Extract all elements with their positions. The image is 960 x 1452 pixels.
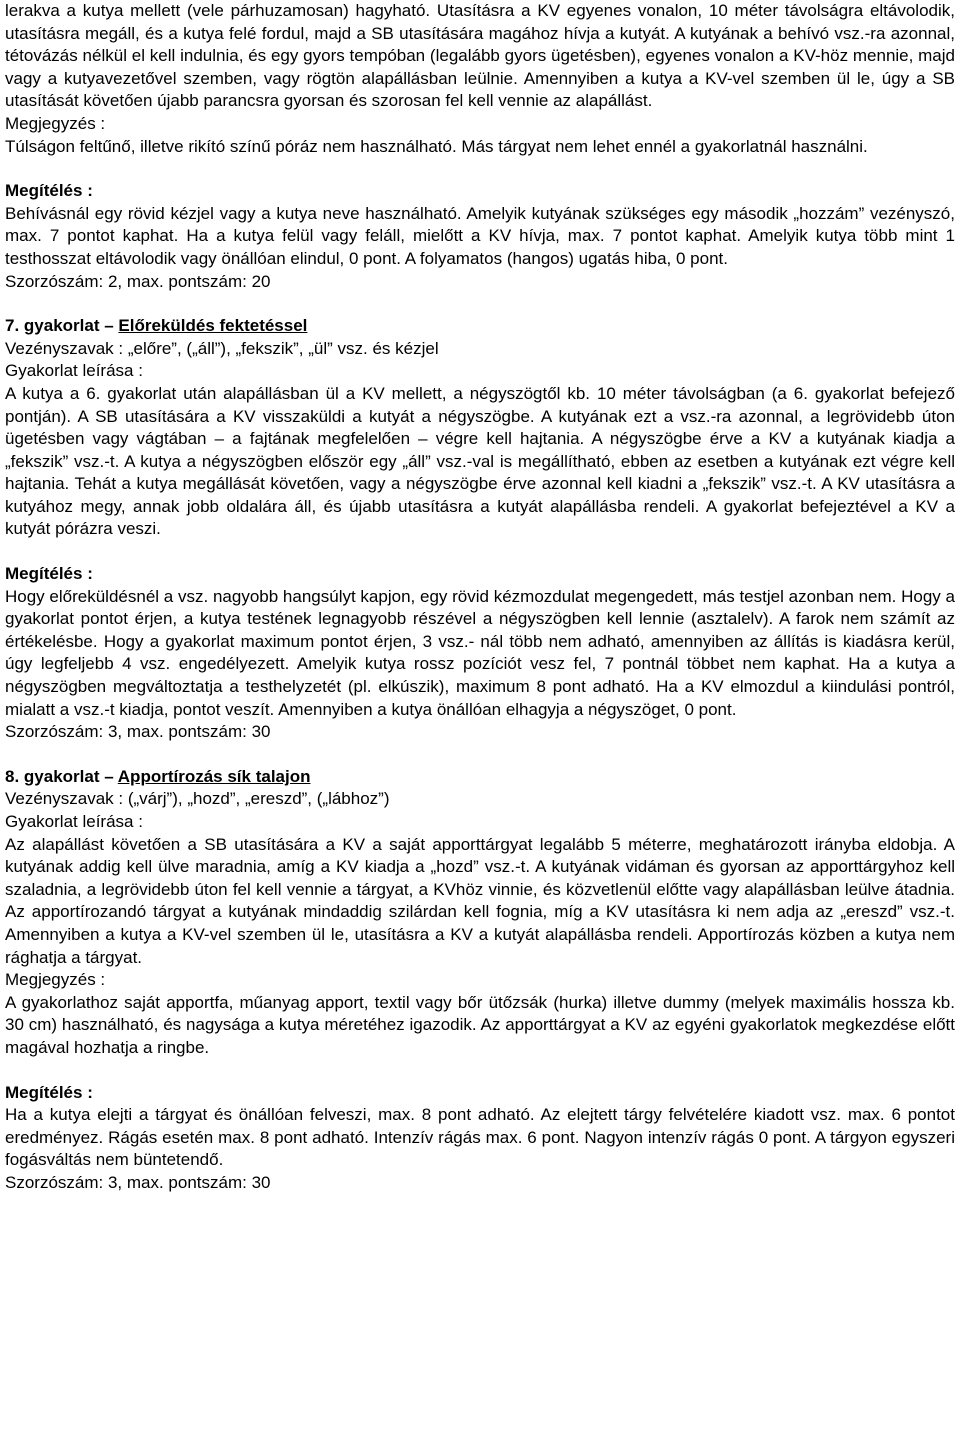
assessment-text: Behívásnál egy rövid kézjel vagy a kutya neve használható. Amelyik kutyának szükséges egy második „hozzám” vezényszó, max. 7 pontot kaphat. Ha a kutya felül vagy feláll, mielőtt a KV hívja, max. 7 pontot kaphat. Amelyik kutya több mint 1 testhosszat eltávolodik vagy önállóan elindul, 0 pont. A folyamatos (hangos) ugatás hiba, 0 pont. [5, 203, 955, 268]
exercise-number: 8. gyakorlat [5, 766, 100, 786]
note-label: Megjegyzés : [5, 970, 106, 990]
note-text: Túlságon feltűnő, illetve rikító színű póráz nem használható. Más tárgyat nem lehet ennél a gyakorlatnál használni. [5, 136, 868, 156]
section-gap [5, 1060, 955, 1082]
exercise-dash: – [99, 766, 118, 786]
section-gap [5, 293, 955, 315]
exercise-title: Apportírozás sík talajon [117, 766, 311, 786]
score-line: Szorzószám: 3, max. pontszám: 30 [5, 722, 271, 742]
score-line: Szorzószám: 2, max. pontszám: 20 [5, 271, 271, 291]
intro-paragraph: lerakva a kutya mellett (vele párhuzamosan) hagyható. Utasításra a KV egyenes vonalon, 10 méter távolságra eltávolodik, utasításra megáll, és a kutya felé fordul, majd a SB utasítására magához hívja a kutyát. A kutyának a behívó vsz.-ra azonnal, tétovázás nélkül el kell indulnia, és egy gyors tempóban (legalább gyors ügetésben), egyenes vonalon a KV-höz mennie, majd vagy a kutyavezetővel szemben, vagy rögtön alapállásban leülnie. Amennyiben a kutya a KV-vel szemben ül le, úgy a SB utasítását követően újabb parancsra gyorsan és szorosan fel kell vennie az alapállást. [5, 1, 955, 111]
assessment-heading: Megítélés : [5, 181, 93, 201]
description-text: Az alapállást követően a SB utasítására a KV a saját apporttárgyat legalább 5 méterre, meghatározott irányba eldobja. A kutyának addig kell ülve maradnia, amíg a KV kiadja a „hozd” vsz.-t. A kutyának vidáman és gyorsan az apporttárgyhoz kell szaladnia, a legrövidebb úton fel kell vennie a tárgyat, a KVhöz vinnie, és közvetlenül előtte vagy alapállásban leülve átadnia. Az apportírozandó tárgyat a kutyának mindaddig szilárdan kell fognia, míg a KV utasításra ki nem adja az „ereszd” vsz.-t. Amennyiben a kutya a KV-vel szemben ül le, utasításra a KV a kutyát alapállásba rendeli. Apportírozás közben a kutya nem rághatja a tárgyat. [5, 834, 955, 967]
commands-line: Vezényszavak : („várj”), „hozd”, „ereszd”, („lábhoz”) [5, 789, 390, 809]
exercise-heading [5, 315, 955, 338]
description-label: Gyakorlat leírása : [5, 812, 143, 831]
section-gap [5, 541, 955, 563]
assessment-heading: Megítélés : [5, 1082, 93, 1102]
description-text: A kutya a 6. gyakorlat után alapállásban ül a KV mellett, a négyszögtől kb. 10 méter távolságban (a 6. gyakorlat befejező pontján). A SB utasítására a KV visszaküldi a kutyát a négyszögbe. A kutyának ezt a vsz.-ra azonnal, a legrövidebb úton ügetésben vagy vágtában – a fajtának megfelelően – végre kell hajtania. A négyszögbe érve a KV a kutyának kiadja a „fekszik” vsz.-t. A kutya a négyszögben először egy „áll” vsz.-val is megállítható, ebben az esetben a kutyának ezt végre kell hajtania. Tehát a kutya megállását követően, vagy a négyszögbe érve azonnal kell kiadni a „fekszik” vsz.-t. A KV utasításra a kutyához megy, annak jobb oldalára áll, és újabb utasításra a kutyát alapállásba rendeli. A gyakorlat befejeztével a KV a kutyát pórázra veszi. [5, 383, 955, 539]
note-label: Megjegyzés : [5, 113, 106, 133]
exercise-number: 7. gyakorlat [5, 316, 100, 336]
note-text: A gyakorlathoz saját apportfa, műanyag apport, textil vagy bőr ütőzsák (hurka) illetve dummy (melyek maximális hossza kb. 30 cm) használható, és nagysága a kutya méretéhez igazodik. Az apporttárgyat a KV az egyéni gyakorlatok megkezdése előtt magával hozhatja a ringbe. [5, 992, 955, 1057]
assessment-text: Ha a kutya elejti a tárgyat és önállóan felveszi, max. 8 pont adható. Az elejtett tárgy felvételére kiadott vsz. max. 6 pontot eredményez. Rágás esetén max. 8 pont adható. Intenzív rágás max. 6 pont. Nagyon intenzív rágás 0 pont. A tárgyon egyszeri fogásváltás nem büntetendő. [5, 1105, 955, 1170]
section-gap [5, 158, 955, 180]
score-line: Szorzószám: 3, max. pontszám: 30 [5, 1172, 271, 1192]
assessment-text: Hogy előreküldésnél a vsz. nagyobb hangsúlyt kapjon, egy rövid kézmozdulat megengedett, más testjel azonban nem. Hogy a gyakorlat pontot érjen, a kutya testének legnagyobb részével a négyszögben kell lennie (asztalelv). A farok nem számít az értékelésbe. Hogy a gyakorlat maximum pontot érjen, 3 vsz.- nál több nem adható, amennyiben az állítás is kiadásra kerül, úgy legfeljebb 4 vsz. engedélyezett. Amelyik kutya rossz pozíciót vesz fel, 7 pontnál többet nem kaphat. Ha a kutya a négyszögben megváltoztatja a testhelyzetét (pl. elkúszik), maximum 8 pont adható. Ha a KV elmozdul a kiindulási pontról, mialatt a vsz.-t kiadja, pontot veszít. Amennyiben a kutya önállóan elhagyja a négyszöget, 0 pont. [5, 586, 955, 719]
description-label: Gyakorlat leírása : [5, 361, 143, 381]
commands-line: Vezényszavak : „előre”, („áll”), „fekszik”, „ül” vsz. és kézjel [5, 338, 439, 358]
section-gap [5, 744, 955, 766]
exercise-heading [5, 766, 955, 789]
exercise-title: Előreküldés fektetéssel [118, 316, 308, 336]
exercise-dash: – [99, 316, 119, 336]
assessment-heading: Megítélés : [5, 564, 93, 584]
